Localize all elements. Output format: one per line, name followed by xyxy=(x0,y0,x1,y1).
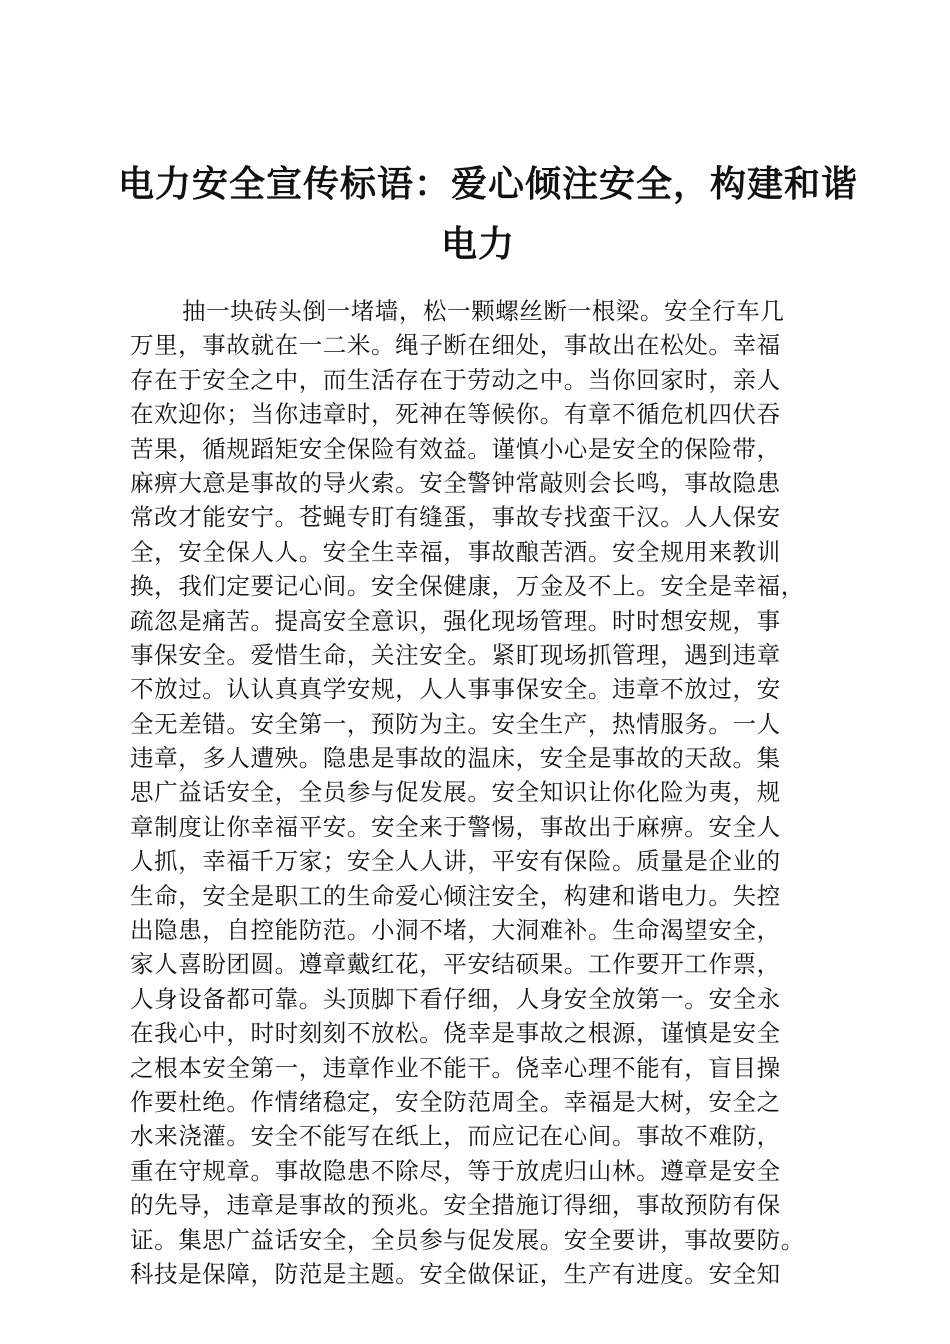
body-line: 的先导，违章是事故的预兆。安全措施订得细，事故预防有保 xyxy=(130,1191,781,1220)
body-line: 常改才能安宁。苍蝇专盯有缝蛋，事故专找蛮干汉。人人保安 xyxy=(130,503,781,532)
body-line: 事保安全。爱惜生命，关注安全。紧盯现场抓管理，遇到违章 xyxy=(130,640,781,669)
body-line: 不放过。认认真真学安规，人人事事保安全。违章不放过，安 xyxy=(130,675,781,704)
body-line: 章制度让你幸福平安。安全来于警惕，事故出于麻痹。安全人 xyxy=(130,812,781,841)
body-line: 水来浇灌。安全不能写在纸上，而应记在心间。事故不难防， xyxy=(130,1122,781,1151)
title-line: 电力安全宣传标语：爱心倾注安全，构建和谐 xyxy=(118,163,859,205)
body-line: 存在于安全之中，而生活存在于劳动之中。当你回家时，亲人 xyxy=(130,365,781,394)
title-line: 电力 xyxy=(440,223,515,265)
body-line: 万里，事故就在一二米。绳子断在细处，事故出在松处。幸福 xyxy=(130,331,781,360)
body-line: 思广益话安全，全员参与促发展。安全知识让你化险为夷，规 xyxy=(130,778,781,807)
body-line: 违章，多人遭殃。隐患是事故的温床，安全是事故的天敌。集 xyxy=(130,744,781,773)
body-line: 生命，安全是职工的生命爱心倾注安全，构建和谐电力。失控 xyxy=(130,881,781,910)
body-line: 在欢迎你；当你违章时，死神在等候你。有章不循危机四伏吞 xyxy=(130,400,781,429)
body-line: 换，我们定要记心间。安全保健康，万金及不上。安全是幸福， xyxy=(130,572,805,601)
body-line: 重在守规章。事故隐患不除尽，等于放虎归山林。遵章是安全 xyxy=(130,1156,781,1185)
body-line: 抽一块砖头倒一堵墙，松一颗螺丝断一根梁。安全行车几 xyxy=(182,297,785,325)
body-line: 全，安全保人人。安全生幸福，事故酿苦酒。安全规用来教训 xyxy=(130,537,781,566)
body-line: 证。集思广益话安全，全员参与促发展。安全要讲，事故要防。 xyxy=(130,1225,805,1254)
body-line: 之根本安全第一，违章作业不能干。侥幸心理不能有，盲目操 xyxy=(130,1053,781,1082)
body-line: 苦果，循规蹈矩安全保险有效益。谨慎小心是安全的保险带， xyxy=(130,434,781,463)
body-line: 出隐患，自控能防范。小洞不堵，大洞难补。生命渴望安全， xyxy=(130,916,781,945)
document-title xyxy=(118,160,859,268)
body-line: 人身设备都可靠。头顶脚下看仔细，人身安全放第一。安全永 xyxy=(130,984,781,1013)
body-line: 麻痹大意是事故的导火索。安全警钟常敲则会长鸣，事故隐患 xyxy=(130,468,781,497)
body-line: 在我心中，时时刻刻不放松。侥幸是事故之根源，谨慎是安全 xyxy=(130,1019,781,1048)
body-line: 疏忽是痛苦。提高安全意识，强化现场管理。时时想安规，事 xyxy=(130,606,781,635)
body-line: 作要杜绝。作情绪稳定，安全防范周全。幸福是大树，安全之 xyxy=(130,1087,781,1116)
body-line: 家人喜盼团圆。遵章戴红花，平安结硕果。工作要开工作票， xyxy=(130,950,781,979)
body-line: 人抓，幸福千万家；安全人人讲，平安有保险。质量是企业的 xyxy=(130,847,781,876)
body-paragraph xyxy=(130,294,840,1291)
body-line: 科技是保障，防范是主题。安全做保证，生产有进度。安全知 xyxy=(130,1259,781,1288)
body-line: 全无差错。安全第一，预防为主。安全生产，热情服务。一人 xyxy=(130,709,781,738)
